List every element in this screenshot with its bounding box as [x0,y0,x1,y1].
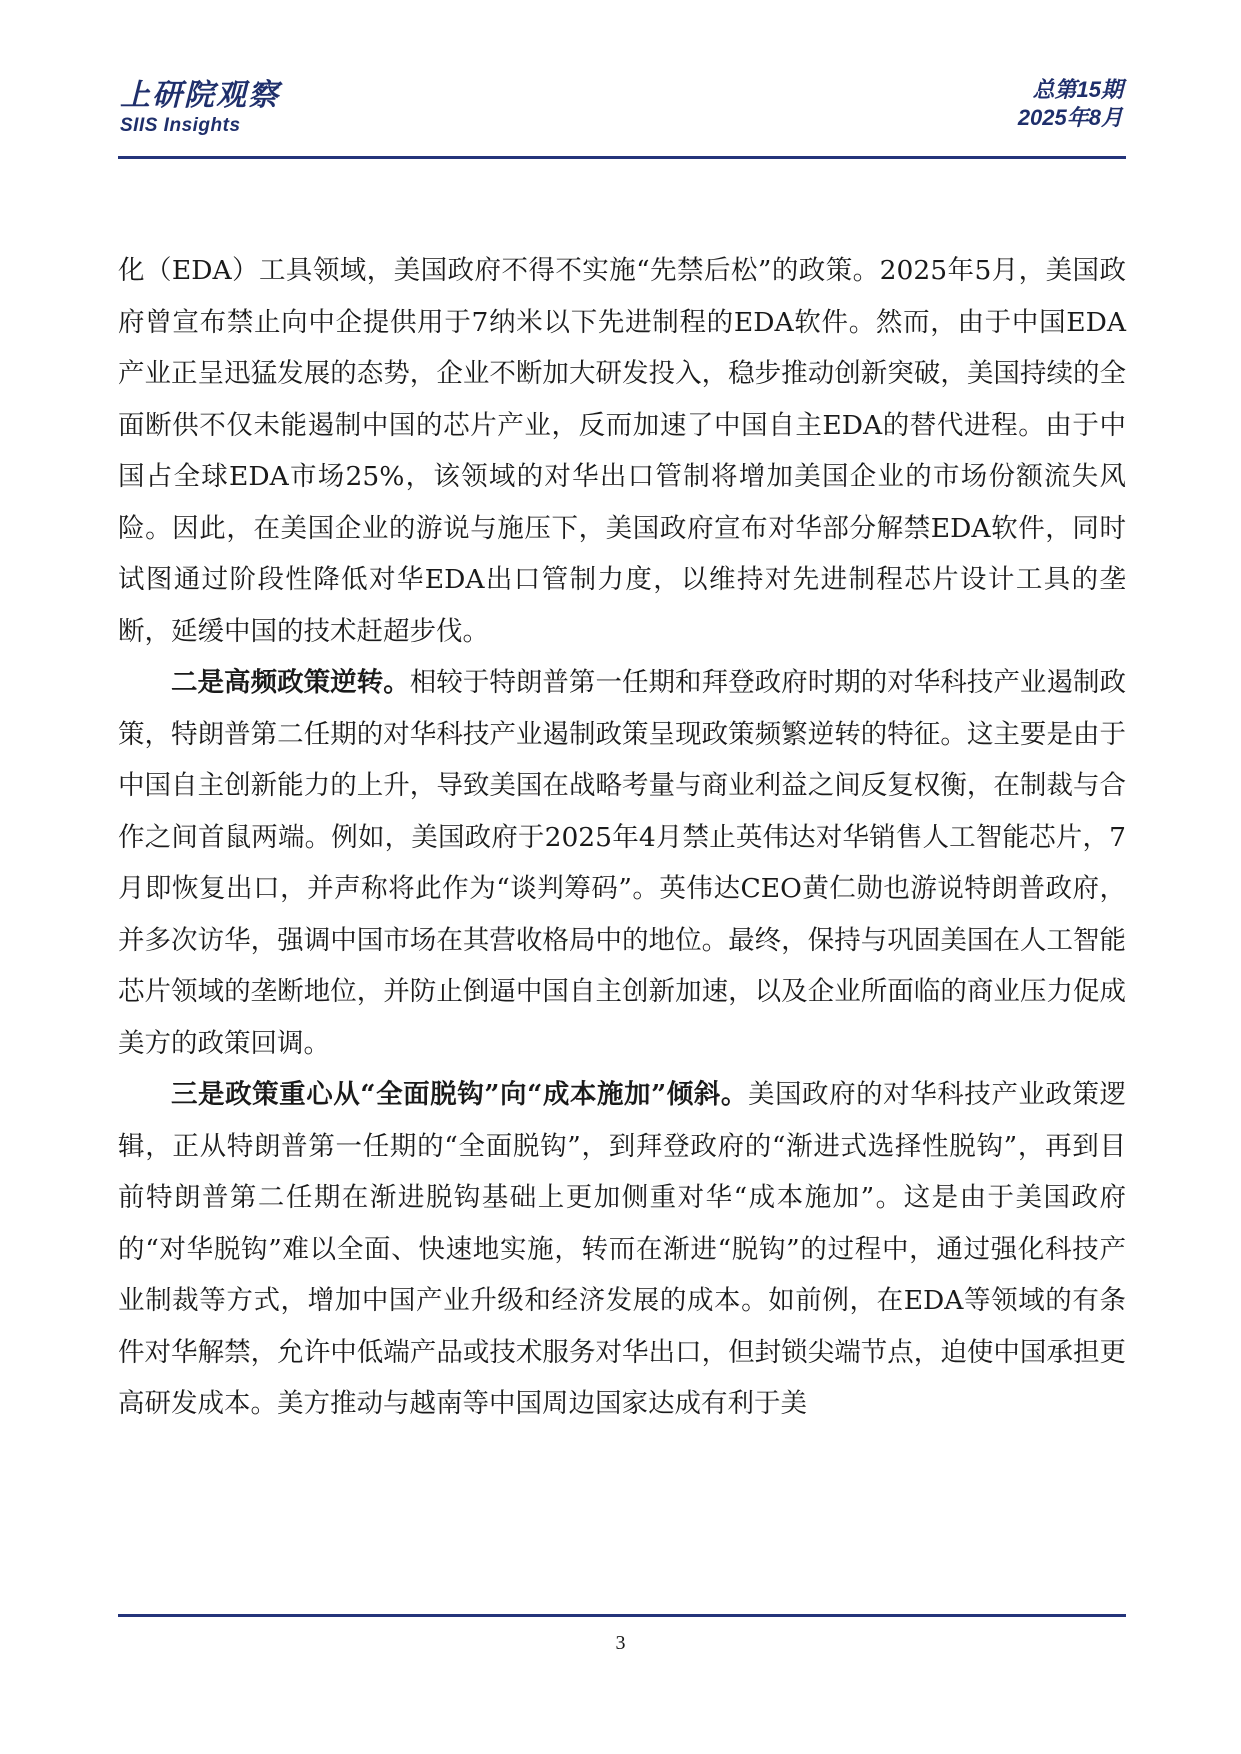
issue-info [1018,76,1123,132]
page-number: 3 [615,1632,626,1654]
header-divider [118,156,1126,159]
footer-divider [118,1614,1126,1617]
paragraph-2-lead: 二是高频政策逆转。 [171,667,410,698]
paragraph-3-text: 美国政府的对华科技产业政策逻辑，正从特朗普第一任期的“全面脱钩”，到拜登政府的“渐进式选择性脱钩”，再到目前特朗普第二任期在渐进脱钩基础上更加侧重对华“成本施加”。这是由于美国政府的“对华脱钩”难以全面、快速地实施，转而在渐进“脱钩”的过程中，通过强化科技产业制裁等方式，增加中国产业升级和经济发展的成本。如前例，在EDA等领域的有条件对华解禁，允许中低端产品或技术服务对华出口，但封锁尖端节点，迫使中国承担更高研发成本。美方推动与越南等中国周边国家达成有利于美 [118,1079,1127,1419]
brand-english-name: SIIS Insights [120,115,241,136]
paragraph-3-lead: 三是政策重心从“全面脱钩”向“成本施加”倾斜。 [171,1079,748,1110]
issue-date: 2025年8月 [1017,105,1123,130]
article-body [118,245,1126,1430]
paragraph-2 [118,657,1126,1069]
publication-brand [120,78,280,138]
paragraph-3 [118,1069,1126,1430]
brand-chinese-name: 上研院观察 [120,78,280,113]
paragraph-1: 化（EDA）工具领域，美国政府不得不实施“先禁后松”的政策。2025年5月，美国政府曾宣布禁止向中企提供用于7纳米以下先进制程的EDA软件。然而，由于中国EDA产业正呈迅猛发展的态势，企业不断加大研发投入，稳步推动创新突破，美国持续的全面断供不仅未能遏制中国的芯片产业，反而加速了中国自主EDA的替代进程。由于中国占全球EDA市场25%，该领域的对华出口管制将增加美国企业的市场份额流失风险。因此，在美国企业的游说与施压下，美国政府宣布对华部分解禁EDA软件，同时试图通过阶段性降低对华EDA出口管制力度，以维持对先进制程芯片设计工具的垄断，延缓中国的技术赶超步伐。 [118,255,1126,647]
paragraph-2-text: 相较于特朗普第一任期和拜登政府时期的对华科技产业遏制政策，特朗普第二任期的对华科技产业遏制政策呈现政策频繁逆转的特征。这主要是由于中国自主创新能力的上升，导致美国在战略考量与商业利益之间反复权衡，在制裁与合作之间首鼠两端。例如，美国政府于2025年4月禁止英伟达对华销售人工智能芯片，7月即恢复出口，并声称将此作为“谈判筹码”。英伟达CEO黄仁勋也游说特朗普政府，并多次访华，强调中国市场在其营收格局中的地位。最终，保持与巩固美国在人工智能芯片领域的垄断地位，并防止倒逼中国自主创新加速，以及企业所面临的商业压力促成美方的政策回调。 [118,667,1127,1059]
issue-number: 总第15期 [1032,77,1123,102]
